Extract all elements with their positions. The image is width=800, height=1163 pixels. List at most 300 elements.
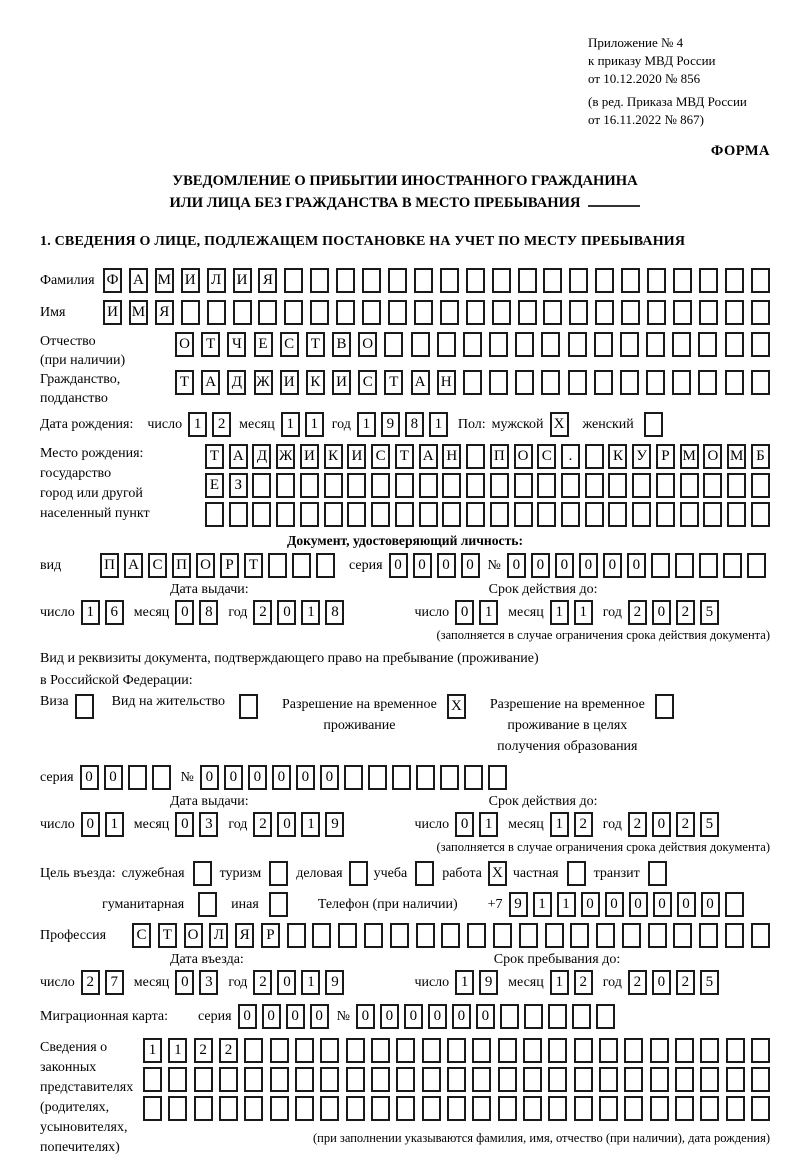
char-box[interactable] xyxy=(168,1096,187,1121)
char-box[interactable] xyxy=(726,1096,745,1121)
char-box[interactable] xyxy=(703,473,722,498)
char-box[interactable]: 9 xyxy=(325,970,344,995)
char-box[interactable]: П xyxy=(172,553,191,578)
char-box[interactable] xyxy=(268,553,287,578)
char-box[interactable]: 0 xyxy=(452,1004,471,1029)
char-box[interactable] xyxy=(414,268,433,293)
char-box[interactable] xyxy=(680,502,699,527)
char-box[interactable] xyxy=(541,370,560,395)
char-box[interactable]: 0 xyxy=(603,553,622,578)
char-box[interactable] xyxy=(362,300,381,325)
char-box[interactable] xyxy=(574,1038,593,1063)
char-box[interactable] xyxy=(492,300,511,325)
char-box[interactable]: 0 xyxy=(531,553,550,578)
char-box[interactable] xyxy=(751,1067,770,1092)
char-box[interactable]: Т xyxy=(175,370,194,395)
char-box[interactable] xyxy=(673,268,692,293)
char-box[interactable] xyxy=(599,1096,618,1121)
char-box[interactable] xyxy=(270,1067,289,1092)
char-box[interactable] xyxy=(396,1067,415,1092)
char-box[interactable] xyxy=(371,473,390,498)
char-box[interactable] xyxy=(514,473,533,498)
entry-year-input[interactable] xyxy=(253,970,344,995)
char-box[interactable]: И xyxy=(347,444,366,469)
char-box[interactable] xyxy=(300,502,319,527)
char-box[interactable] xyxy=(569,300,588,325)
visa-checkbox[interactable] xyxy=(75,694,94,719)
char-box[interactable]: 8 xyxy=(325,600,344,625)
char-box[interactable] xyxy=(324,473,343,498)
char-box[interactable]: 0 xyxy=(277,812,296,837)
char-box[interactable] xyxy=(310,268,329,293)
char-box[interactable]: А xyxy=(229,444,248,469)
profession-input[interactable] xyxy=(132,923,770,948)
char-box[interactable]: 1 xyxy=(550,600,569,625)
char-box[interactable] xyxy=(371,1096,390,1121)
char-box[interactable]: 1 xyxy=(550,812,569,837)
char-box[interactable]: 2 xyxy=(574,970,593,995)
char-box[interactable]: 2 xyxy=(628,600,647,625)
char-box[interactable] xyxy=(244,1096,263,1121)
birth-year-input[interactable] xyxy=(357,412,448,437)
char-box[interactable] xyxy=(703,502,722,527)
char-box[interactable]: Б xyxy=(751,444,770,469)
char-box[interactable]: 0 xyxy=(413,553,432,578)
char-box[interactable] xyxy=(489,370,508,395)
char-box[interactable] xyxy=(284,300,303,325)
char-box[interactable]: А xyxy=(411,370,430,395)
identity-valid-month-input[interactable] xyxy=(550,600,593,625)
char-box[interactable]: 0 xyxy=(627,553,646,578)
char-box[interactable]: 0 xyxy=(80,765,99,790)
char-box[interactable]: С xyxy=(358,370,377,395)
stay-day-input[interactable] xyxy=(455,970,498,995)
char-box[interactable]: В xyxy=(332,332,351,357)
char-box[interactable]: С xyxy=(280,332,299,357)
char-box[interactable] xyxy=(751,332,770,357)
char-box[interactable]: 0 xyxy=(677,892,696,917)
purpose-study-checkbox[interactable] xyxy=(415,861,434,886)
char-box[interactable] xyxy=(650,1038,669,1063)
char-box[interactable] xyxy=(751,300,770,325)
char-box[interactable] xyxy=(422,1096,441,1121)
char-box[interactable] xyxy=(320,1096,339,1121)
char-box[interactable] xyxy=(270,1038,289,1063)
char-box[interactable] xyxy=(608,473,627,498)
char-box[interactable] xyxy=(569,268,588,293)
char-box[interactable]: Т xyxy=(306,332,325,357)
char-box[interactable] xyxy=(440,268,459,293)
char-box[interactable] xyxy=(194,1067,213,1092)
char-box[interactable] xyxy=(364,923,383,948)
char-box[interactable] xyxy=(675,1067,694,1092)
char-box[interactable]: О xyxy=(514,444,533,469)
char-box[interactable]: 2 xyxy=(253,970,272,995)
char-box[interactable]: Л xyxy=(209,923,228,948)
char-box[interactable] xyxy=(568,370,587,395)
char-box[interactable]: С xyxy=(371,444,390,469)
residence-series-input[interactable] xyxy=(80,765,171,790)
char-box[interactable]: И xyxy=(300,444,319,469)
char-box[interactable] xyxy=(490,473,509,498)
char-box[interactable] xyxy=(698,370,717,395)
char-box[interactable]: 0 xyxy=(476,1004,495,1029)
char-box[interactable]: 1 xyxy=(281,412,300,437)
char-box[interactable] xyxy=(492,268,511,293)
char-box[interactable]: 0 xyxy=(380,1004,399,1029)
char-box[interactable] xyxy=(672,332,691,357)
char-box[interactable]: 0 xyxy=(248,765,267,790)
char-box[interactable] xyxy=(466,502,485,527)
char-box[interactable]: 0 xyxy=(579,553,598,578)
char-box[interactable] xyxy=(419,473,438,498)
char-box[interactable] xyxy=(270,1096,289,1121)
char-box[interactable]: 1 xyxy=(574,600,593,625)
birth-place-row1-input[interactable] xyxy=(205,444,770,469)
char-box[interactable]: 0 xyxy=(356,1004,375,1029)
char-box[interactable] xyxy=(751,1038,770,1063)
identity-number-input[interactable] xyxy=(507,553,766,578)
char-box[interactable] xyxy=(650,1067,669,1092)
char-box[interactable] xyxy=(541,332,560,357)
char-box[interactable]: 1 xyxy=(301,812,320,837)
char-box[interactable] xyxy=(675,1096,694,1121)
char-box[interactable] xyxy=(620,370,639,395)
char-box[interactable]: О xyxy=(196,553,215,578)
char-box[interactable] xyxy=(229,502,248,527)
char-box[interactable]: 1 xyxy=(305,412,324,437)
char-box[interactable]: Я xyxy=(258,268,277,293)
char-box[interactable] xyxy=(519,923,538,948)
char-box[interactable]: Ж xyxy=(276,444,295,469)
char-box[interactable] xyxy=(647,300,666,325)
identity-valid-year-input[interactable] xyxy=(628,600,719,625)
char-box[interactable] xyxy=(390,923,409,948)
char-box[interactable] xyxy=(440,300,459,325)
char-box[interactable] xyxy=(488,765,507,790)
char-box[interactable]: С xyxy=(132,923,151,948)
char-box[interactable] xyxy=(143,1096,162,1121)
char-box[interactable]: 2 xyxy=(574,812,593,837)
char-box[interactable]: А xyxy=(129,268,148,293)
char-box[interactable] xyxy=(244,1067,263,1092)
char-box[interactable]: 1 xyxy=(479,812,498,837)
char-box[interactable] xyxy=(700,1067,719,1092)
char-box[interactable] xyxy=(498,1096,517,1121)
char-box[interactable]: 2 xyxy=(212,412,231,437)
char-box[interactable] xyxy=(466,268,485,293)
identity-series-input[interactable] xyxy=(389,553,480,578)
stay-month-input[interactable] xyxy=(550,970,593,995)
char-box[interactable]: 7 xyxy=(105,970,124,995)
char-box[interactable] xyxy=(388,300,407,325)
char-box[interactable]: 5 xyxy=(700,970,719,995)
char-box[interactable]: К xyxy=(306,370,325,395)
sex-female-checkbox[interactable] xyxy=(644,412,663,437)
char-box[interactable] xyxy=(537,502,556,527)
residence-valid-year-input[interactable] xyxy=(628,812,719,837)
char-box[interactable] xyxy=(447,1067,466,1092)
char-box[interactable] xyxy=(346,1096,365,1121)
char-box[interactable] xyxy=(699,300,718,325)
char-box[interactable]: 1 xyxy=(455,970,474,995)
char-box[interactable]: К xyxy=(324,444,343,469)
char-box[interactable] xyxy=(396,1096,415,1121)
char-box[interactable] xyxy=(608,502,627,527)
char-box[interactable] xyxy=(416,923,435,948)
char-box[interactable] xyxy=(181,300,200,325)
char-box[interactable]: 3 xyxy=(199,970,218,995)
char-box[interactable]: 1 xyxy=(188,412,207,437)
char-box[interactable]: 0 xyxy=(296,765,315,790)
char-box[interactable] xyxy=(725,923,744,948)
char-box[interactable]: 9 xyxy=(479,970,498,995)
char-box[interactable]: 2 xyxy=(194,1038,213,1063)
representatives-row1-input[interactable] xyxy=(143,1038,770,1063)
char-box[interactable] xyxy=(656,502,675,527)
char-box[interactable]: 0 xyxy=(581,892,600,917)
char-box[interactable] xyxy=(543,300,562,325)
char-box[interactable]: 9 xyxy=(509,892,528,917)
identity-issue-day-input[interactable] xyxy=(81,600,124,625)
char-box[interactable] xyxy=(310,300,329,325)
char-box[interactable] xyxy=(680,473,699,498)
purpose-official-checkbox[interactable] xyxy=(193,861,212,886)
char-box[interactable]: 0 xyxy=(389,553,408,578)
char-box[interactable]: 0 xyxy=(605,892,624,917)
char-box[interactable]: 0 xyxy=(652,600,671,625)
char-box[interactable]: Т xyxy=(395,444,414,469)
char-box[interactable] xyxy=(574,1067,593,1092)
residence-issue-year-input[interactable] xyxy=(253,812,344,837)
char-box[interactable]: И xyxy=(233,268,252,293)
char-box[interactable]: А xyxy=(419,444,438,469)
char-box[interactable]: И xyxy=(181,268,200,293)
char-box[interactable] xyxy=(518,300,537,325)
char-box[interactable] xyxy=(467,923,486,948)
char-box[interactable]: Д xyxy=(227,370,246,395)
char-box[interactable] xyxy=(594,332,613,357)
char-box[interactable] xyxy=(152,765,171,790)
char-box[interactable] xyxy=(347,502,366,527)
char-box[interactable] xyxy=(548,1067,567,1092)
char-box[interactable]: 5 xyxy=(700,812,719,837)
char-box[interactable] xyxy=(368,765,387,790)
char-box[interactable]: Я xyxy=(155,300,174,325)
char-box[interactable]: 1 xyxy=(81,600,100,625)
char-box[interactable] xyxy=(673,300,692,325)
char-box[interactable]: П xyxy=(490,444,509,469)
char-box[interactable]: 0 xyxy=(277,600,296,625)
char-box[interactable] xyxy=(646,332,665,357)
purpose-private-checkbox[interactable] xyxy=(567,861,586,886)
purpose-business-checkbox[interactable] xyxy=(349,861,368,886)
char-box[interactable] xyxy=(244,1038,263,1063)
char-box[interactable] xyxy=(624,1067,643,1092)
edu-permit-checkbox[interactable] xyxy=(655,694,674,719)
char-box[interactable] xyxy=(747,553,766,578)
char-box[interactable]: Т xyxy=(244,553,263,578)
char-box[interactable]: 0 xyxy=(104,765,123,790)
char-box[interactable]: 0 xyxy=(81,812,100,837)
birth-place-row2-input[interactable] xyxy=(205,473,770,498)
char-box[interactable]: Т xyxy=(158,923,177,948)
char-box[interactable]: 0 xyxy=(701,892,720,917)
char-box[interactable] xyxy=(395,473,414,498)
char-box[interactable] xyxy=(472,1038,491,1063)
char-box[interactable]: Т xyxy=(205,444,224,469)
patronymic-input[interactable] xyxy=(175,332,770,357)
char-box[interactable] xyxy=(727,473,746,498)
char-box[interactable] xyxy=(371,502,390,527)
char-box[interactable]: Е xyxy=(254,332,273,357)
char-box[interactable] xyxy=(698,332,717,357)
char-box[interactable]: 0 xyxy=(320,765,339,790)
char-box[interactable] xyxy=(498,1067,517,1092)
representatives-row2-input[interactable] xyxy=(143,1067,770,1092)
char-box[interactable]: М xyxy=(129,300,148,325)
char-box[interactable] xyxy=(700,1096,719,1121)
char-box[interactable]: 0 xyxy=(310,1004,329,1029)
char-box[interactable] xyxy=(498,1038,517,1063)
representatives-row3-input[interactable] xyxy=(143,1096,770,1121)
char-box[interactable] xyxy=(276,473,295,498)
char-box[interactable] xyxy=(699,553,718,578)
char-box[interactable] xyxy=(466,444,485,469)
char-box[interactable] xyxy=(347,473,366,498)
char-box[interactable]: Я xyxy=(235,923,254,948)
char-box[interactable] xyxy=(447,1096,466,1121)
char-box[interactable]: Ч xyxy=(227,332,246,357)
char-box[interactable]: 2 xyxy=(628,812,647,837)
purpose-humanitarian-checkbox[interactable] xyxy=(198,892,217,917)
char-box[interactable]: 0 xyxy=(175,970,194,995)
char-box[interactable] xyxy=(725,892,744,917)
char-box[interactable]: 2 xyxy=(253,812,272,837)
residence-permit-checkbox[interactable] xyxy=(239,694,258,719)
char-box[interactable]: 1 xyxy=(429,412,448,437)
char-box[interactable]: 0 xyxy=(286,1004,305,1029)
char-box[interactable]: Р xyxy=(261,923,280,948)
char-box[interactable] xyxy=(596,1004,615,1029)
char-box[interactable] xyxy=(585,444,604,469)
char-box[interactable] xyxy=(338,923,357,948)
citizenship-input[interactable] xyxy=(175,370,770,395)
char-box[interactable] xyxy=(422,1038,441,1063)
char-box[interactable] xyxy=(594,370,613,395)
identity-kind-input[interactable] xyxy=(100,553,335,578)
char-box[interactable] xyxy=(751,1096,770,1121)
char-box[interactable] xyxy=(574,1096,593,1121)
char-box[interactable]: С xyxy=(148,553,167,578)
char-box[interactable]: 0 xyxy=(224,765,243,790)
birth-place-row3-input[interactable] xyxy=(205,502,770,527)
char-box[interactable]: М xyxy=(155,268,174,293)
char-box[interactable] xyxy=(548,1038,567,1063)
char-box[interactable] xyxy=(699,268,718,293)
char-box[interactable] xyxy=(258,300,277,325)
char-box[interactable] xyxy=(620,332,639,357)
char-box[interactable]: 6 xyxy=(105,600,124,625)
char-box[interactable]: 1 xyxy=(301,600,320,625)
char-box[interactable] xyxy=(726,1067,745,1092)
char-box[interactable] xyxy=(168,1067,187,1092)
surname-input[interactable] xyxy=(103,268,770,293)
char-box[interactable] xyxy=(548,1004,567,1029)
char-box[interactable]: 0 xyxy=(277,970,296,995)
char-box[interactable] xyxy=(493,923,512,948)
char-box[interactable] xyxy=(561,473,580,498)
char-box[interactable] xyxy=(447,1038,466,1063)
sex-male-checkbox[interactable]: X xyxy=(550,412,569,437)
char-box[interactable]: Ф xyxy=(103,268,122,293)
entry-day-input[interactable] xyxy=(81,970,124,995)
char-box[interactable] xyxy=(489,332,508,357)
char-box[interactable] xyxy=(548,1096,567,1121)
char-box[interactable] xyxy=(725,332,744,357)
char-box[interactable] xyxy=(673,923,692,948)
char-box[interactable] xyxy=(751,370,770,395)
char-box[interactable] xyxy=(648,923,667,948)
char-box[interactable]: 2 xyxy=(81,970,100,995)
char-box[interactable] xyxy=(252,473,271,498)
char-box[interactable] xyxy=(514,502,533,527)
residence-issue-day-input[interactable] xyxy=(81,812,124,837)
char-box[interactable]: Е xyxy=(205,473,224,498)
char-box[interactable]: М xyxy=(680,444,699,469)
char-box[interactable] xyxy=(463,332,482,357)
char-box[interactable] xyxy=(570,923,589,948)
char-box[interactable] xyxy=(362,268,381,293)
char-box[interactable] xyxy=(287,923,306,948)
char-box[interactable]: Р xyxy=(220,553,239,578)
migration-series-input[interactable] xyxy=(238,1004,329,1029)
char-box[interactable]: 0 xyxy=(652,812,671,837)
char-box[interactable]: О xyxy=(175,332,194,357)
char-box[interactable]: 0 xyxy=(175,600,194,625)
char-box[interactable] xyxy=(624,1096,643,1121)
char-box[interactable] xyxy=(419,502,438,527)
char-box[interactable]: 1 xyxy=(357,412,376,437)
char-box[interactable]: 0 xyxy=(262,1004,281,1029)
char-box[interactable]: А xyxy=(124,553,143,578)
char-box[interactable] xyxy=(675,1038,694,1063)
char-box[interactable]: О xyxy=(184,923,203,948)
char-box[interactable]: 1 xyxy=(105,812,124,837)
char-box[interactable] xyxy=(320,1038,339,1063)
char-box[interactable] xyxy=(699,923,718,948)
char-box[interactable]: 1 xyxy=(168,1038,187,1063)
char-box[interactable]: 2 xyxy=(219,1038,238,1063)
char-box[interactable] xyxy=(284,268,303,293)
char-box[interactable] xyxy=(292,553,311,578)
char-box[interactable]: 0 xyxy=(507,553,526,578)
migration-number-input[interactable] xyxy=(356,1004,615,1029)
char-box[interactable] xyxy=(622,923,641,948)
char-box[interactable]: 0 xyxy=(455,600,474,625)
char-box[interactable] xyxy=(595,268,614,293)
char-box[interactable] xyxy=(143,1067,162,1092)
char-box[interactable]: 0 xyxy=(653,892,672,917)
char-box[interactable] xyxy=(295,1096,314,1121)
char-box[interactable] xyxy=(464,765,483,790)
char-box[interactable]: И xyxy=(332,370,351,395)
char-box[interactable] xyxy=(490,502,509,527)
char-box[interactable] xyxy=(395,502,414,527)
char-box[interactable] xyxy=(463,370,482,395)
char-box[interactable] xyxy=(700,1038,719,1063)
identity-issue-month-input[interactable] xyxy=(175,600,218,625)
